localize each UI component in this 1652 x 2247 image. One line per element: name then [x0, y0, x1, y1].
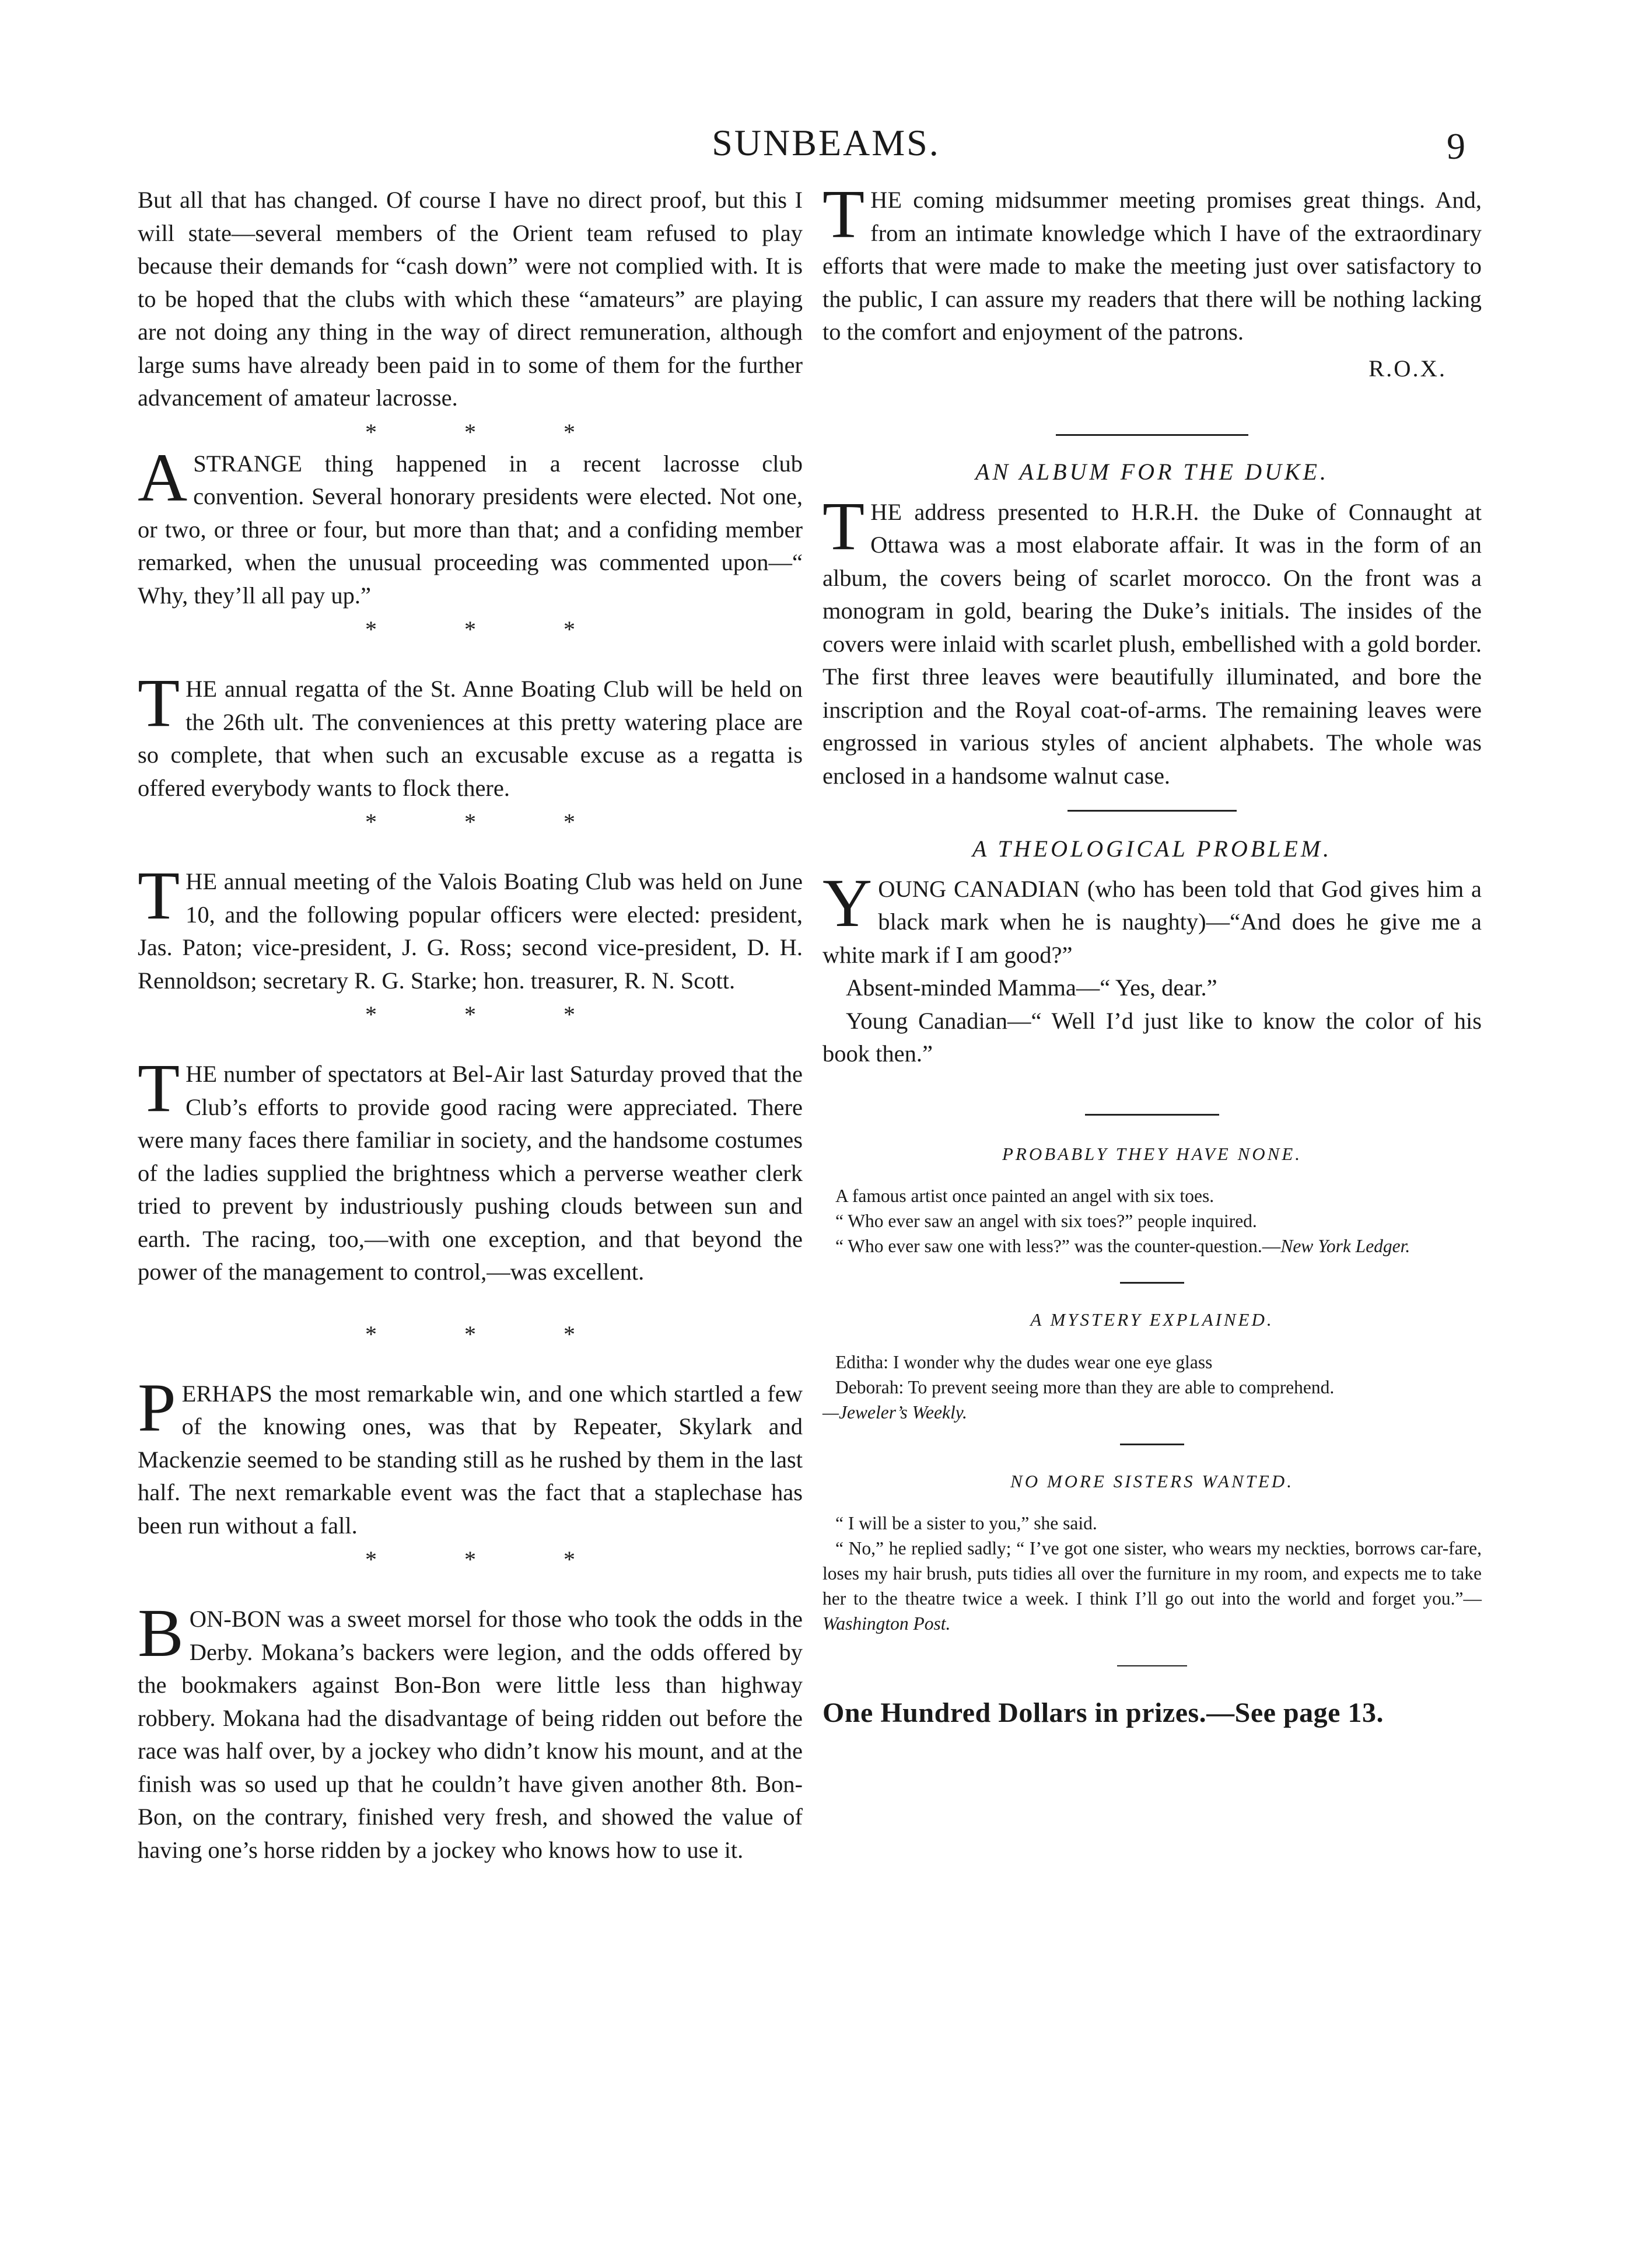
anecdote-line: Editha: I wonder why the dudes wear one eye glass — [835, 1351, 1213, 1372]
divider — [1068, 810, 1237, 812]
left-column — [138, 184, 803, 1867]
section-heading: AN ALBUM FOR THE DUKE. — [975, 459, 1329, 485]
divider — [1117, 1665, 1187, 1666]
dialogue-line: Young Canadian—“ Well I’d just like to know the color of his book then.” — [822, 1007, 1482, 1067]
divider — [1085, 1114, 1219, 1116]
section-separator: * * * — [365, 1001, 616, 1028]
spacer — [138, 1030, 803, 1058]
spacer — [138, 1575, 803, 1603]
publication-title: SUNBEAMS. — [712, 122, 940, 163]
article-paragraph — [822, 864, 1482, 972]
paragraph-text: HE annual meeting of the Valois Boating Club was held on June 10, and the following popular officers were elected: president, Jas. Paton; vice-president, J. G. Ross; second vice-president, D. H. Rennoldson; secretary R. G. Starke; hon. treasurer, R. N. Scott. — [138, 868, 803, 994]
article-paragraph — [138, 1369, 803, 1543]
anecdote-line: “ I will be a sister to you,” she said. — [835, 1513, 1097, 1533]
drop-cap: T — [138, 665, 180, 741]
section-separator: * * * — [365, 1546, 616, 1572]
section-separator: * * * — [365, 418, 616, 445]
source-attribution: New York Ledger. — [1280, 1236, 1410, 1256]
section-heading: A MYSTERY EXPLAINED. — [1030, 1309, 1274, 1330]
paragraph-text: ERHAPS the most remarkable win, and one which startled a few of the knowing ones, was that by Repeater, Skylark and Mackenzie seemed to be standing still as he rushed by them in the last half. The next remarkable event was the fact that a staplechase has been run without a fall. — [138, 1380, 803, 1539]
section-heading: NO MORE SISTERS WANTED. — [1010, 1470, 1294, 1491]
article-paragraph — [822, 487, 1482, 793]
divider — [1056, 434, 1248, 436]
prize-announcement: One Hundred Dollars in prizes.—See page 13. — [822, 1697, 1384, 1728]
anecdote-line: A famous artist once painted an angel with six toes. — [835, 1186, 1214, 1206]
drop-cap: A — [138, 439, 188, 516]
source-attribution: Washington Post. — [822, 1613, 951, 1634]
article-paragraph — [138, 1595, 803, 1867]
anecdote-line — [822, 1536, 1482, 1636]
drop-cap: T — [822, 487, 865, 564]
paragraph-text: STRANGE thing happened in a recent lacrosse club convention. Several honorary presidents were elected. Not one, or two, or three or four, but more than that; and a confiding member remarked, when the unusual proceeding was commented upon—“ Why, they’ll all pay up.” — [138, 450, 803, 609]
drop-cap: B — [138, 1595, 184, 1671]
source-attribution: —Jeweler’s Weekly. — [822, 1402, 967, 1423]
anecdote-line: Deborah: To prevent seeing more than they are able to comprehend. — [835, 1376, 1335, 1397]
right-column — [822, 176, 1482, 1730]
article-paragraph — [138, 857, 803, 997]
section-separator: * * * — [365, 1320, 616, 1347]
paragraph-text: HE number of spectators at Bel-Air last Saturday proved that the Club’s efforts to provide good racing were appreciated. There were many faces there familiar in society, and the handsome costumes of the ladies supplied the brightness which a perverse weather clerk tried to prevent by industriously pushing clouds between sun and earth. The racing, too,—with one exception, and that beyond the power of the management to control,—was excellent. — [138, 1061, 803, 1285]
paragraph-text: OUNG CANADIAN (who has been told that God gives him a black mark when he is naughty)—“And does he give me a white mark if I am good?” — [822, 875, 1482, 968]
section-separator: * * * — [365, 616, 616, 642]
paragraph-text: ON-BON was a sweet morsel for those who took the odds in the Derby. Mokana’s backers were legion, and the odds offered by the bookmakers against Bon-Bon were little less than highway robbery. Mokana had the disadvantage of being ridden out before the race was half over, by a jockey who didn’t know his mount, and at the finish was so used up that he couldn’t have given another 8th. Bon-Bon, on the contrary, finished very fresh, and showed the value of having one’s horse ridden by a jockey who knows how to use it. — [138, 1606, 803, 1863]
article-paragraph — [138, 1050, 803, 1289]
article-paragraph — [822, 176, 1482, 349]
drop-cap: T — [138, 857, 180, 934]
drop-cap: P — [138, 1369, 176, 1446]
article-paragraph: But all that has changed. Of course I have no direct proof, but this I will state—several members of the Orient team refused to play because their demands for “cash down” were not complied with. It is to be hoped that the clubs with which these “amateurs” are playing are not doing any thing in the way of direct remuneration, although large sums have already been paid in to some of them for the further advancement of amateur lacrosse. — [138, 187, 803, 411]
paragraph-text: HE annual regatta of the St. Anne Boating Club will be held on the 26th ult. The conveniences at this pretty watering place are so complete, that when such an excusable excuse as a regatta is offered everybody wants to flock there. — [138, 676, 803, 801]
anecdote-text: “ No,” he replied sadly; “ I’ve got one sister, who wears my neckties, borrows car-fare, loses my hair brush, puts tidies all over the furniture in my room, and expects me to take her to the theatre twice a week. I think I’ll go out into the world and forget you.”— — [822, 1538, 1482, 1609]
paragraph-text: HE address presented to H.R.H. the Duke of Connaught at Ottawa was a most elaborate affair. It was in the form of an album, the covers being of scarlet morocco. On the front was a monogram in gold, bearing the Duke’s initials. The insides of the covers were inlaid with scarlet plush, embellished with a gold border. The first three leaves were beautifully illuminated, and bore the inscription and the Royal coat-of-arms. The remaining leaves were engrossed in various styles of ancient alphabets. The whole was enclosed in a handsome walnut case. — [822, 498, 1482, 789]
anecdote-line — [822, 1233, 1482, 1259]
spacer — [138, 837, 803, 865]
spacer — [138, 1289, 803, 1317]
divider — [1120, 1444, 1184, 1445]
page-number: 9 — [1447, 125, 1465, 167]
divider — [1120, 1282, 1184, 1284]
anecdote-text: “ Who ever saw one with less?” was the counter-question.— — [835, 1236, 1281, 1256]
dialogue-line: Absent-minded Mamma—“ Yes, dear.” — [846, 974, 1217, 1001]
spacer — [138, 1350, 803, 1378]
section-heading: PROBABLY THEY HAVE NONE. — [1002, 1143, 1303, 1164]
author-signature: R.O.X. — [1368, 355, 1447, 382]
paragraph-text: HE coming midsummer meeting promises great things. And, from an intimate knowledge which I have of the extraordinary efforts that were made to make the meeting just over satisfactory to the public, I can assure my readers that there will be nothing lacking to the comfort and enjoyment of the patrons. — [822, 187, 1482, 345]
section-separator: * * * — [365, 809, 616, 835]
anecdote-line: “ Who ever saw an angel with six toes?” people inquired. — [835, 1211, 1257, 1231]
article-paragraph — [138, 439, 803, 613]
spacer — [138, 645, 803, 673]
drop-cap: Y — [822, 864, 873, 941]
page-header — [0, 121, 1652, 174]
drop-cap: T — [822, 176, 865, 252]
drop-cap: T — [138, 1050, 180, 1126]
section-heading: A THEOLOGICAL PROBLEM. — [972, 836, 1332, 862]
article-paragraph — [138, 665, 803, 805]
